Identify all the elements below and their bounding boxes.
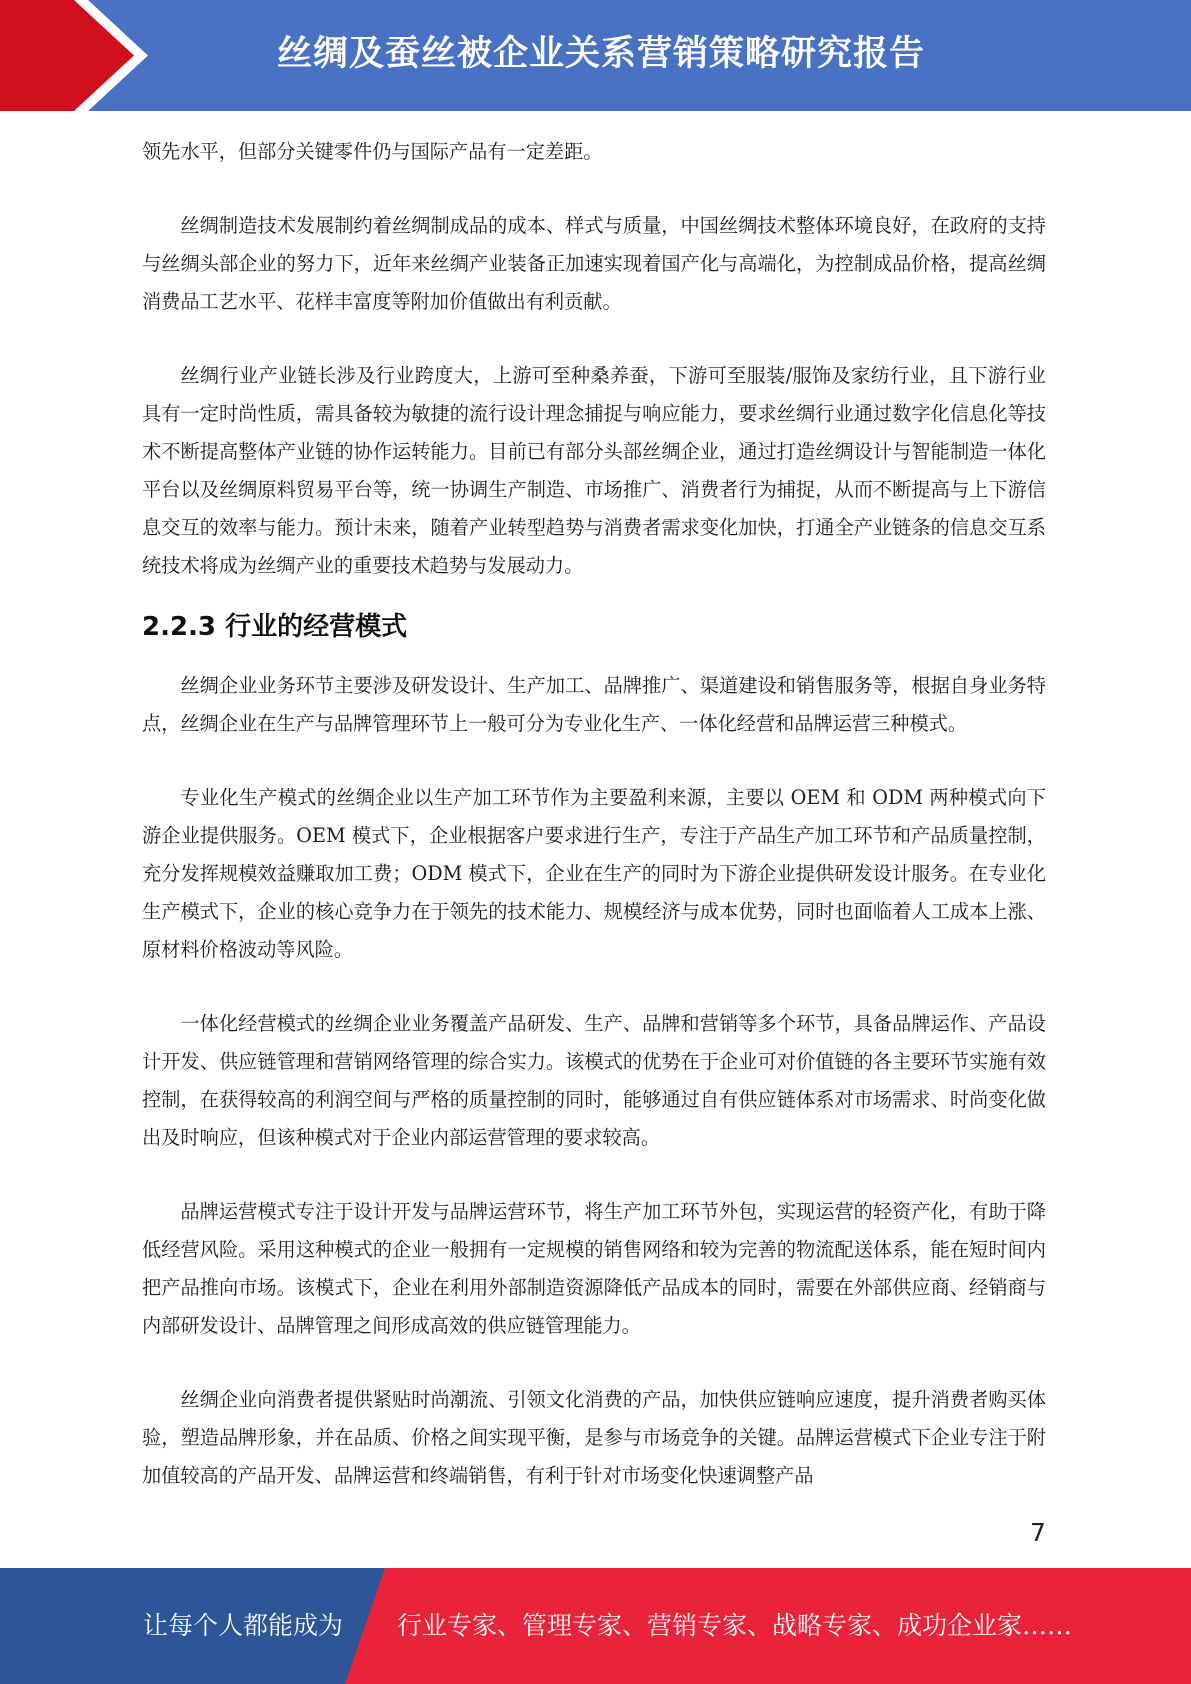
paragraph-industry-chain: 丝绸行业产业链长涉及行业跨度大，上游可至种桑养蚕，下游可至服装/服饰及家纺行业，且下游行业具有一定时尚性质，需具备较为敏捷的流行设计理念捕捉与响应能力，要求丝绸行业通过数字化信息化等技术不断提高整体产业链的协作运转能力。目前已有部分头部丝绸企业，通过打造丝绸设计与智能制造一体化平台以及丝绸原料贸易平台等，统一协调生产制造、市场推广、消费者行为捕捉，从而不断提高与上下游信息交互的效率与能力。预计未来，随着产业转型趋势与消费者需求变化加快，打通全产业链条的信息交互系统技术将成为丝绸产业的重要技术趋势与发展动力。 [142, 364, 1046, 577]
footer-slogan-left: 让每个人都能成为 [143, 1611, 344, 1640]
section-heading: 2.2.3 行业的经营模式 [142, 612, 408, 642]
footer-banner [0, 1568, 1191, 1684]
paragraph-continuation: 领先水平，但部分关键零件仍与国际产品有一定差距。 [142, 140, 603, 163]
paragraph-consumer-products: 丝绸企业向消费者提供紧贴时尚潮流、引领文化消费的产品，加快供应链响应速度，提升消费者购买体验，塑造品牌形象，并在品质、价格之间实现平衡，是参与市场竞争的关键。品牌运营模式下企业专注于附加值较高的产品开发、品牌运营和终端销售，有利于针对市场变化快速调整产品 [142, 1388, 1046, 1487]
header-red-chevron-decoration [0, 0, 160, 111]
paragraph-integrated-operation: 一体化经营模式的丝绸企业业务覆盖产品研发、生产、品牌和营销等多个环节，具备品牌运作、产品设计开发、供应链管理和营销网络管理的综合实力。该模式的优势在于企业可对价值链的各主要环节实施有效控制，在获得较高的利润空间与严格的质量控制的同时，能够通过自有供应链体系对市场需求、时尚变化做出及时响应，但该种模式对于企业内部运营管理的要求较高。 [142, 1012, 1046, 1149]
header-bar [0, 0, 1191, 111]
page-content [142, 133, 1046, 1495]
page-number: 7 [1030, 1518, 1046, 1547]
paragraph-silk-technology: 丝绸制造技术发展制约着丝绸制成品的成本、样式与质量，中国丝绸技术整体环境良好，在政府的支持与丝绸头部企业的努力下，近年来丝绸产业装备正加速实现着国产化与高端化，为控制成品价格，提高丝绸消费品工艺水平、花样丰富度等附加价值做出有利贡献。 [142, 214, 1046, 313]
footer-slogan-right: 行业专家、管理专家、营销专家、战略专家、成功企业家…… [397, 1611, 1073, 1640]
paragraph-business-overview: 丝绸企业业务环节主要涉及研发设计、生产加工、品牌推广、渠道建设和销售服务等，根据自身业务特点，丝绸企业在生产与品牌管理环节上一般可分为专业化生产、一体化经营和品牌运营三种模式。 [142, 674, 1046, 735]
document-title: 丝绸及蚕丝被企业关系营销策略研究报告 [277, 34, 926, 74]
paragraph-brand-operation: 品牌运营模式专注于设计开发与品牌运营环节，将生产加工环节外包，实现运营的轻资产化，有助于降低经营风险。采用这种模式的企业一般拥有一定规模的销售网络和较为完善的物流配送体系，能在短时间内把产品推向市场。该模式下，企业在利用外部制造资源降低产品成本的同时，需要在外部供应商、经销商与内部研发设计、品牌管理之间形成高效的供应链管理能力。 [142, 1200, 1046, 1337]
paragraph-specialized-production: 专业化生产模式的丝绸企业以生产加工环节作为主要盈利来源，主要以 OEM 和 ODM 两种模式向下游企业提供服务。OEM 模式下，企业根据客户要求进行生产，专注于产品生产加工环节和产品质量控制，充分发挥规模效益赚取加工费；ODM 模式下，企业在生产的同时为下游企业提供研发设计服务。在专业化生产模式下，企业的核心竞争力在于领先的技术能力、规模经济与成本优势，同时也面临着人工成本上涨、原材料价格波动等风险。 [142, 786, 1046, 961]
